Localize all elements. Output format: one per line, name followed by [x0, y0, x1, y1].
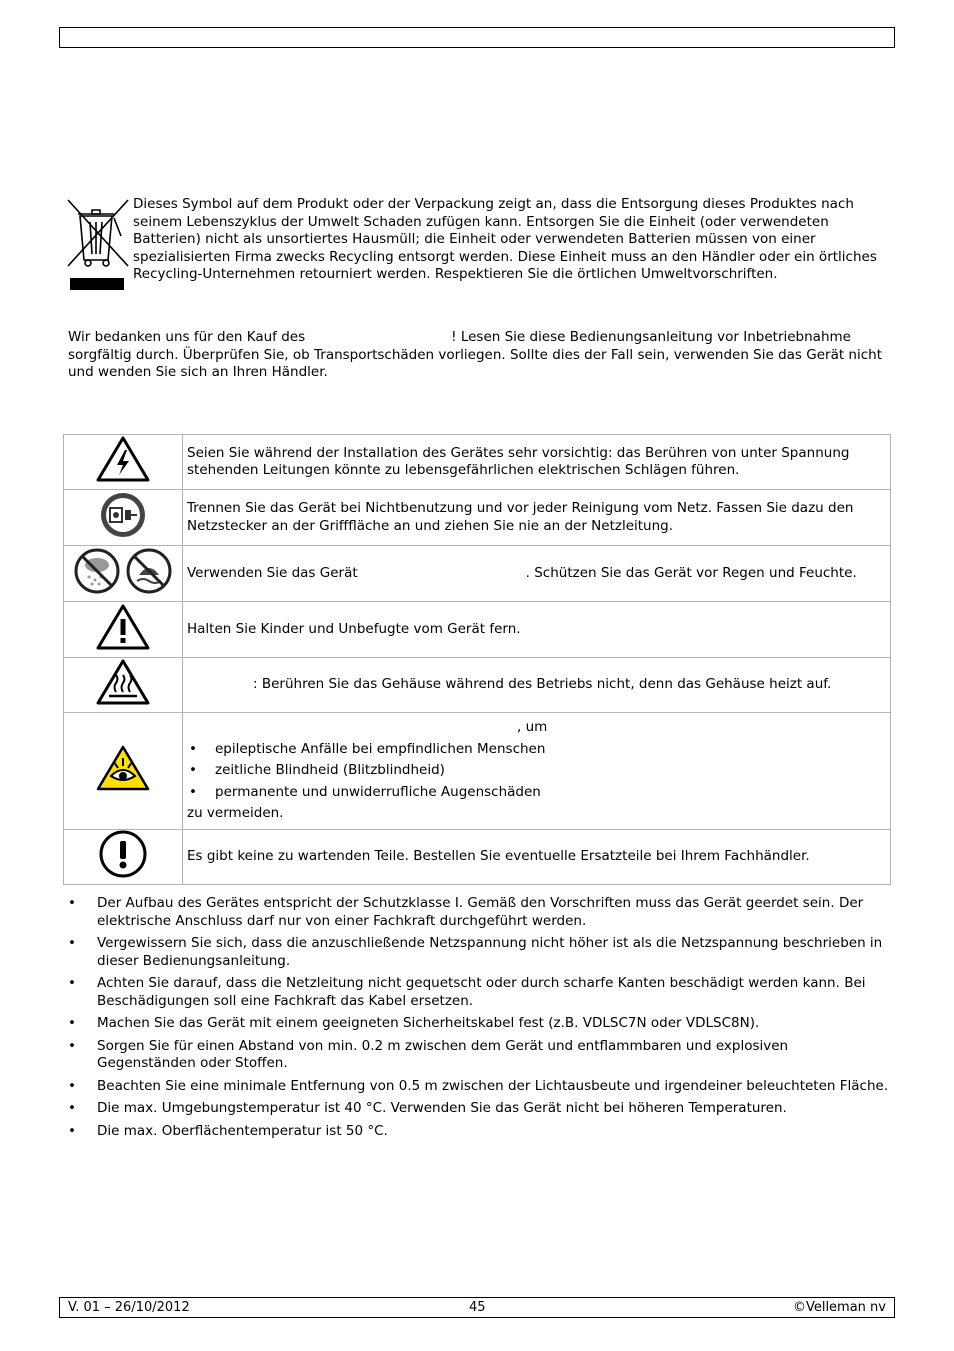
weee-notice-text: Dieses Symbol auf dem Produkt oder der Verpackung zeigt an, dass die Entsorgung dieses Produktes nach seinem Lebenszyklus der Umwelt Schaden zufügen kann. Entsorgen Sie die Einheit (oder verwendeten Batterien) nicht als unsortiertes Hausmüll; die Einheit oder verwendeten Batterien müssen von einer spezialisierten Firma zwecks Recycling entsorgt werden. Diese Einheit muss an den Händler oder ein örtliches Recycling-Unternehmen retourniert werden. Respektieren Sie die örtlichen Umweltvorschriften. — [133, 196, 877, 282]
safety-row-text — [183, 658, 891, 713]
list-item: • Die max. Umgebungstemperatur ist 40 °C. Verwenden Sie das Gerät nicht bei höheren Temperaturen. — [63, 1100, 891, 1118]
safety-row-text: Halten Sie Kinder und Unbefugte vom Gerät fern. — [183, 602, 891, 658]
safety-row — [64, 602, 891, 658]
instruction-list — [63, 895, 891, 1145]
list-item: • epileptische Anfälle bei empfindlichen Menschen — [187, 741, 884, 759]
safety-row-text: Seien Sie während der Installation des Gerätes sehr vorsichtig: das Berühren von unter Spannung stehenden Leitungen könnte zu lebensgefährlichen elektrischen Schlägen führen. — [183, 435, 891, 490]
safety-row — [64, 546, 891, 602]
safety-row-text — [183, 546, 891, 602]
intro-text — [68, 329, 894, 382]
no-rain-no-moisture-icon — [73, 583, 173, 599]
crossed-out-wheelie-bin-icon — [66, 196, 130, 292]
list-item: • Der Aufbau des Gerätes entspricht der Schutzklasse I. Gemäß den Vorschriften muss das Gerät geerdet sein. Der elektrische Anschluss darf nur von einer Fachkraft durchgeführt werden. — [63, 895, 891, 930]
high-voltage-warning-icon — [95, 471, 151, 487]
safety-row-text: Es gibt keine zu wartenden Teile. Bestellen Sie eventuelle Ersatzteile bei Ihrem Fachhändler. — [183, 830, 891, 885]
list-item: • Vergewissern Sie sich, dass die anzuschließende Netzspannung nicht höher ist als die Netzspannung beschrieben in dieser Bedienungsanleitung. — [63, 935, 891, 970]
safety-row — [64, 830, 891, 885]
general-warning-icon — [95, 639, 151, 655]
safety-row-tail: zu vermeiden. — [187, 805, 284, 822]
intro-part1: Wir bedanken uns für den Kauf des — [68, 329, 306, 345]
safety-row-lead: , um — [517, 719, 548, 736]
safety-row-text — [183, 713, 891, 830]
footer-copyright: ©Velleman nv — [792, 1300, 886, 1315]
list-item: • Sorgen Sie für einen Abstand von min. 0.2 m zwischen dem Gerät und entflammbaren und explosiven Gegenständen oder Stoffen. — [63, 1038, 891, 1073]
safety-row — [64, 435, 891, 490]
unplug-icon — [99, 527, 147, 543]
footer-version: V. 01 – 26/10/2012 — [68, 1300, 190, 1315]
safety-row-text-part2: . Schützen Sie das Gerät vor Regen und Feuchte. — [525, 564, 857, 581]
safety-row-text: Trennen Sie das Gerät bei Nichtbenutzung und vor jeder Reinigung vom Netz. Fassen Sie dazu den Netzstecker an der Grifffläche an und ziehen Sie nie an der Netzleitung. — [183, 490, 891, 546]
hot-surface-warning-icon — [95, 694, 151, 710]
intro-part2: ! Lesen Sie diese Bedienungsanleitung vor Inbetriebnahme sorgfältig durch. Überprüfen Sie, ob Transportschäden vorliegen. Sollte dies der Fall sein, verwenden Sie das Gerät nicht und wenden Sie sich an Ihren Händler. — [68, 329, 883, 380]
hazard-list — [187, 741, 884, 802]
mandatory-attention-icon — [97, 866, 149, 882]
list-item: • Beachten Sie eine minimale Entfernung von 0.5 m zwischen der Lichtausbeute und irgendeiner beleuchteten Fläche. — [63, 1078, 891, 1096]
list-item: • Achten Sie darauf, dass die Netzleitung nicht gequetscht oder durch scharfe Kanten beschädigt werden kann. Bei Beschädigungen soll eine Fachkraft das Kabel ersetzen. — [63, 975, 891, 1010]
footer-page-number: 45 — [469, 1300, 486, 1315]
list-item: • permanente und unwiderrufliche Augenschäden — [187, 784, 884, 802]
safety-row-text-part1: Verwenden Sie das Gerät — [187, 564, 358, 581]
safety-table — [63, 434, 891, 885]
list-item: • zeitliche Blindheid (Blitzblindheid) — [187, 762, 884, 780]
safety-row — [64, 490, 891, 546]
safety-row-text-part: : Berühren Sie das Gehäuse während des Betriebs nicht, denn das Gehäuse heizt auf. — [253, 676, 832, 693]
eye-hazard-warning-icon — [95, 780, 151, 796]
safety-row — [64, 658, 891, 713]
list-item: • Die max. Oberflächentemperatur ist 50 °C. — [63, 1123, 891, 1141]
safety-row — [64, 713, 891, 830]
header-box — [59, 27, 895, 48]
list-item: • Machen Sie das Gerät mit einem geeigneten Sicherheitskabel fest (z.B. VDLSC7N oder VDLSC8N). — [63, 1015, 891, 1033]
footer — [59, 1297, 895, 1318]
